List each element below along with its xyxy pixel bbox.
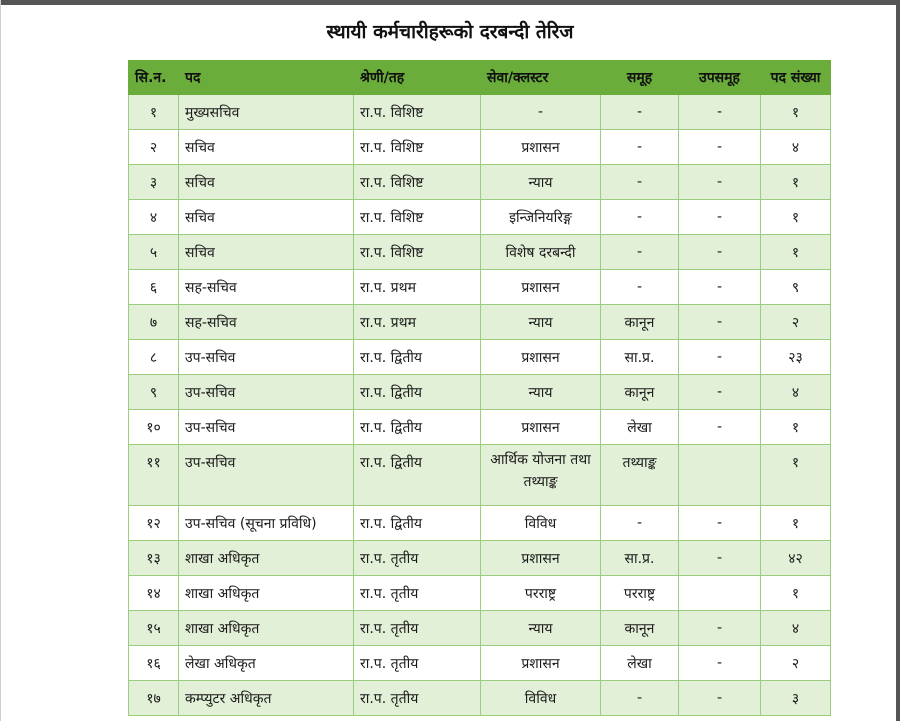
header-group: समूह (601, 61, 679, 95)
position-table (128, 60, 831, 716)
cell-level: रा.प. तृतीय (354, 576, 481, 611)
cell-count: ३ (761, 681, 831, 716)
page-left-edge (0, 0, 1, 721)
table-row (129, 681, 831, 716)
header-sn: सि.न. (129, 61, 179, 95)
cell-subgroup: - (679, 646, 761, 681)
cell-group: - (601, 130, 679, 165)
cell-service: न्याय (481, 611, 601, 646)
cell-post: शाखा अधिकृत (179, 541, 354, 576)
cell-post: कम्प्युटर अधिकृत (179, 681, 354, 716)
window-right-border (896, 0, 900, 721)
cell-group: लेखा (601, 410, 679, 445)
cell-level: रा.प. प्रथम (354, 305, 481, 340)
cell-post: उप-सचिव (सूचना प्रविधि) (179, 506, 354, 541)
cell-post: उप-सचिव (179, 340, 354, 375)
cell-count: ९ (761, 270, 831, 305)
cell-level: रा.प. विशिष्ट (354, 95, 481, 130)
cell-level: रा.प. द्वितीय (354, 506, 481, 541)
cell-service: न्याय (481, 165, 601, 200)
cell-subgroup: - (679, 200, 761, 235)
cell-post: शाखा अधिकृत (179, 611, 354, 646)
table-row (129, 305, 831, 340)
cell-service: आर्थिक योजना तथा तथ्याङ्क (481, 445, 601, 506)
cell-post: मुख्यसचिव (179, 95, 354, 130)
cell-count: ४ (761, 130, 831, 165)
table-row (129, 375, 831, 410)
cell-service: प्रशासन (481, 340, 601, 375)
cell-sn: ४ (129, 200, 179, 235)
table-row (129, 506, 831, 541)
cell-post: सचिव (179, 165, 354, 200)
table-row (129, 611, 831, 646)
cell-level: रा.प. प्रथम (354, 270, 481, 305)
cell-sn: १३ (129, 541, 179, 576)
header-subgroup: उपसमूह (679, 61, 761, 95)
cell-service: न्याय (481, 305, 601, 340)
cell-sn: ७ (129, 305, 179, 340)
cell-count: १ (761, 165, 831, 200)
cell-level: रा.प. द्वितीय (354, 410, 481, 445)
cell-group: तथ्याङ्क (601, 445, 679, 506)
header-level: श्रेणी/तह (354, 61, 481, 95)
cell-subgroup: - (679, 611, 761, 646)
cell-subgroup: - (679, 235, 761, 270)
table-row (129, 130, 831, 165)
table-row (129, 646, 831, 681)
cell-sn: ६ (129, 270, 179, 305)
cell-sn: ५ (129, 235, 179, 270)
cell-service: विविध (481, 506, 601, 541)
cell-post: सचिव (179, 200, 354, 235)
cell-sn: १७ (129, 681, 179, 716)
header-count: पद संख्या (761, 61, 831, 95)
cell-level: रा.प. विशिष्ट (354, 130, 481, 165)
cell-service: विशेष दरबन्दी (481, 235, 601, 270)
cell-group: कानून (601, 611, 679, 646)
cell-level: रा.प. द्वितीय (354, 445, 481, 506)
table-header-row (129, 61, 831, 95)
table-row (129, 165, 831, 200)
cell-sn: ३ (129, 165, 179, 200)
cell-level: रा.प. तृतीय (354, 646, 481, 681)
cell-post: उप-सचिव (179, 410, 354, 445)
cell-count: २ (761, 646, 831, 681)
cell-service: प्रशासन (481, 541, 601, 576)
cell-group: कानून (601, 375, 679, 410)
cell-subgroup: - (679, 95, 761, 130)
cell-count: १ (761, 95, 831, 130)
cell-group: - (601, 506, 679, 541)
cell-count: १ (761, 576, 831, 611)
table-row (129, 270, 831, 305)
cell-subgroup: - (679, 130, 761, 165)
cell-service: इन्जिनियरिङ्ग (481, 200, 601, 235)
cell-level: रा.प. विशिष्ट (354, 200, 481, 235)
cell-group: - (601, 200, 679, 235)
cell-count: ४ (761, 611, 831, 646)
cell-subgroup: - (679, 541, 761, 576)
cell-subgroup (679, 576, 761, 611)
cell-sn: ९ (129, 375, 179, 410)
cell-subgroup: - (679, 165, 761, 200)
cell-sn: १६ (129, 646, 179, 681)
cell-count: १ (761, 506, 831, 541)
cell-count: १ (761, 410, 831, 445)
cell-subgroup (679, 445, 761, 506)
cell-sn: १ (129, 95, 179, 130)
table-body (129, 95, 831, 716)
cell-count: १ (761, 200, 831, 235)
cell-group: सा.प्र. (601, 541, 679, 576)
cell-count: ४ (761, 375, 831, 410)
cell-subgroup: - (679, 410, 761, 445)
cell-service: विविध (481, 681, 601, 716)
cell-service: परराष्ट्र (481, 576, 601, 611)
cell-sn: २ (129, 130, 179, 165)
table-row (129, 410, 831, 445)
cell-service: प्रशासन (481, 646, 601, 681)
table-row (129, 235, 831, 270)
cell-sn: १२ (129, 506, 179, 541)
table-row (129, 541, 831, 576)
cell-level: रा.प. तृतीय (354, 681, 481, 716)
cell-subgroup: - (679, 375, 761, 410)
cell-count: २ (761, 305, 831, 340)
window-top-border (0, 0, 900, 5)
cell-level: रा.प. तृतीय (354, 611, 481, 646)
cell-post: शाखा अधिकृत (179, 576, 354, 611)
cell-post: उप-सचिव (179, 375, 354, 410)
cell-group: - (601, 165, 679, 200)
cell-subgroup: - (679, 305, 761, 340)
cell-post: सचिव (179, 130, 354, 165)
cell-sn: ११ (129, 445, 179, 506)
cell-group: कानून (601, 305, 679, 340)
cell-group: परराष्ट्र (601, 576, 679, 611)
cell-level: रा.प. विशिष्ट (354, 235, 481, 270)
cell-sn: १४ (129, 576, 179, 611)
cell-group: सा.प्र. (601, 340, 679, 375)
cell-post: लेखा अधिकृत (179, 646, 354, 681)
table-row (129, 576, 831, 611)
cell-service: प्रशासन (481, 410, 601, 445)
cell-service: न्याय (481, 375, 601, 410)
cell-sn: १५ (129, 611, 179, 646)
cell-subgroup: - (679, 340, 761, 375)
cell-count: २३ (761, 340, 831, 375)
cell-post: सचिव (179, 235, 354, 270)
table-row (129, 200, 831, 235)
table-row (129, 340, 831, 375)
cell-level: रा.प. विशिष्ट (354, 165, 481, 200)
table-row (129, 95, 831, 130)
header-service: सेवा/क्लस्टर (481, 61, 601, 95)
cell-post: उप-सचिव (179, 445, 354, 506)
cell-level: रा.प. द्वितीय (354, 340, 481, 375)
cell-count: १ (761, 445, 831, 506)
cell-service: प्रशासन (481, 270, 601, 305)
cell-group: - (601, 235, 679, 270)
cell-subgroup: - (679, 270, 761, 305)
cell-sn: ८ (129, 340, 179, 375)
page-title: स्थायी कर्मचारीहरूको दरबन्दी तेरिज (326, 21, 574, 43)
cell-post: सह-सचिव (179, 270, 354, 305)
table-row (129, 445, 831, 506)
cell-service: प्रशासन (481, 130, 601, 165)
cell-service: - (481, 95, 601, 130)
header-post: पद (179, 61, 354, 95)
cell-level: रा.प. तृतीय (354, 541, 481, 576)
cell-subgroup: - (679, 681, 761, 716)
cell-subgroup: - (679, 506, 761, 541)
cell-post: सह-सचिव (179, 305, 354, 340)
cell-group: लेखा (601, 646, 679, 681)
cell-sn: १० (129, 410, 179, 445)
cell-level: रा.प. द्वितीय (354, 375, 481, 410)
cell-group: - (601, 681, 679, 716)
cell-count: ४२ (761, 541, 831, 576)
cell-count: १ (761, 235, 831, 270)
cell-group: - (601, 95, 679, 130)
cell-group: - (601, 270, 679, 305)
